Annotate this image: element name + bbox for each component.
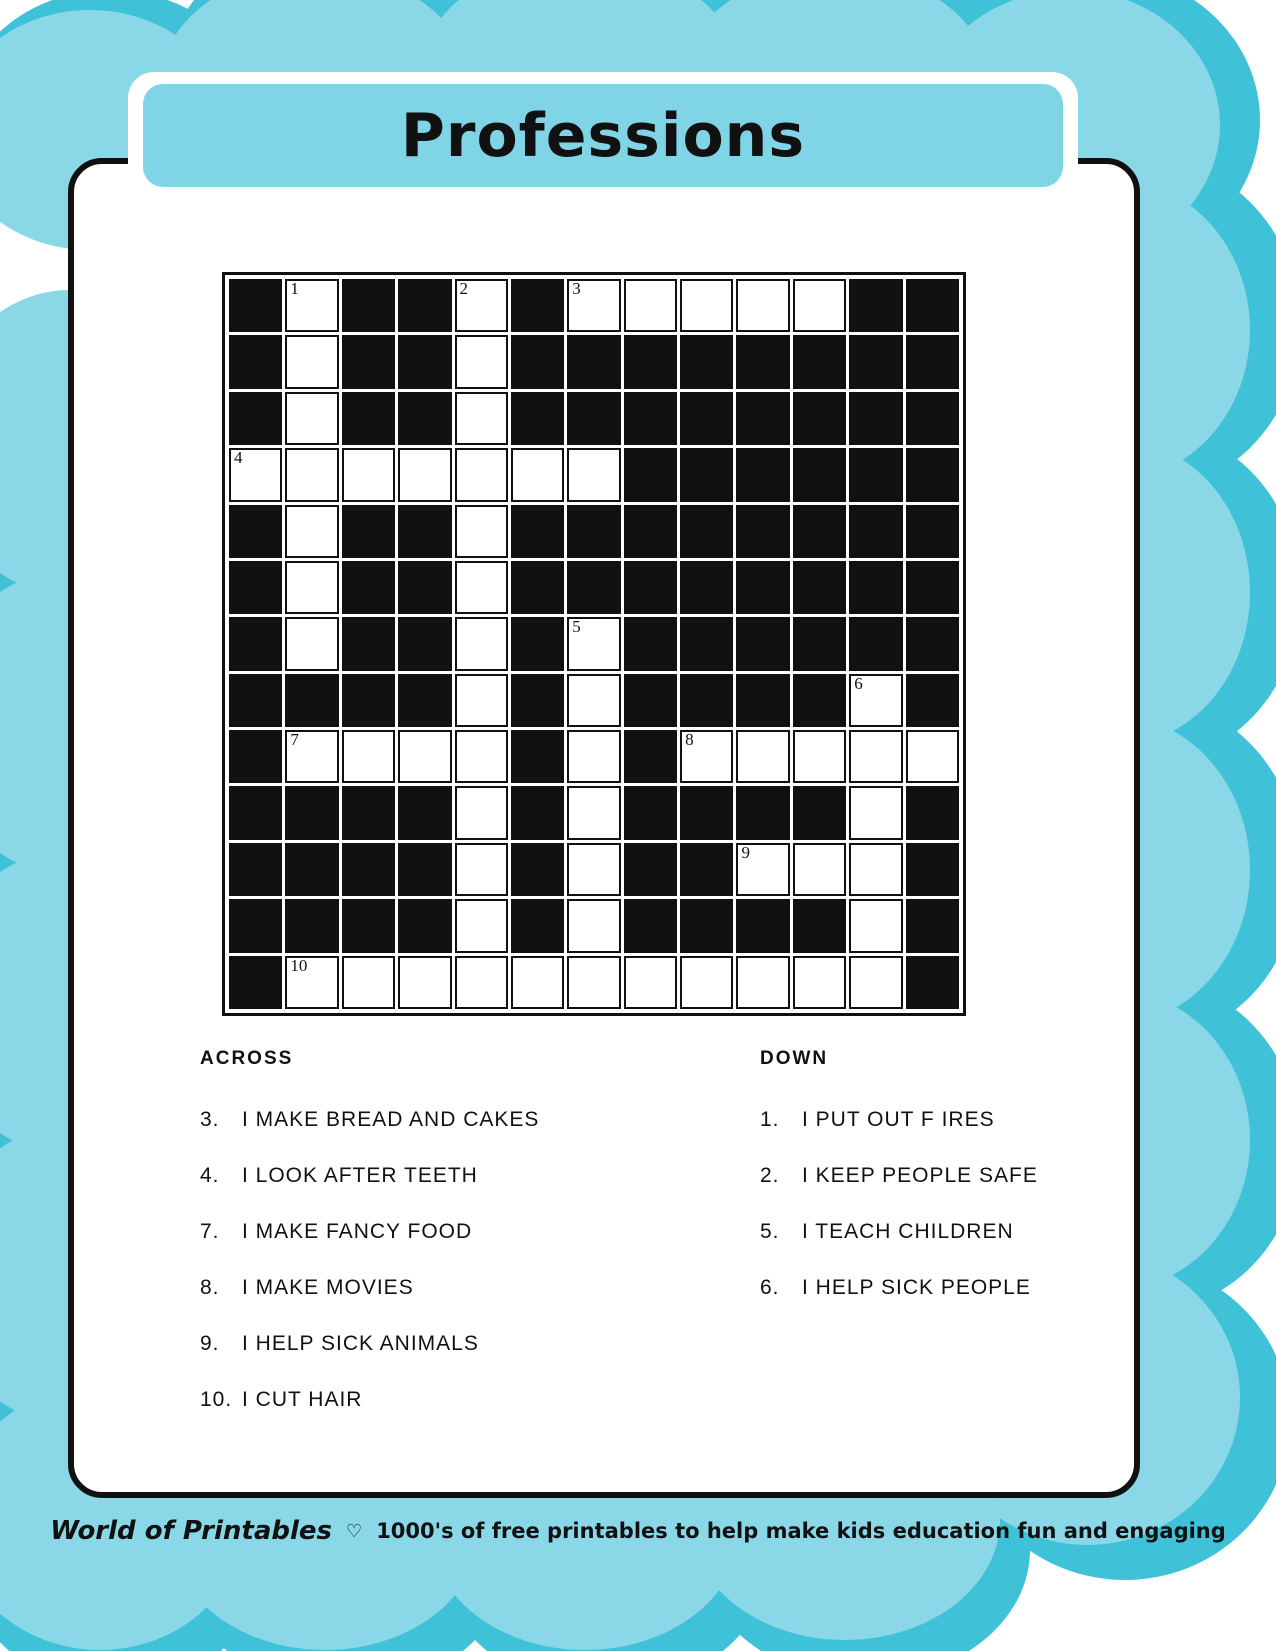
grid-block-cell — [680, 674, 733, 727]
grid-block-cell — [680, 899, 733, 952]
grid-block-cell — [624, 335, 677, 388]
grid-block-cell — [342, 505, 395, 558]
grid-block-cell — [849, 392, 902, 445]
brand-name: World of Printables — [50, 1516, 333, 1546]
grid-open-cell[interactable] — [285, 335, 338, 388]
clue-text: I MAKE FANCY FOOD — [242, 1220, 473, 1243]
grid-block-cell — [285, 899, 338, 952]
grid-block-cell — [906, 617, 959, 670]
clue-number: 8. — [200, 1276, 220, 1299]
grid-open-cell[interactable] — [455, 448, 508, 501]
grid-clue-number: 3 — [572, 279, 581, 298]
grid-open-cell[interactable] — [849, 899, 902, 952]
grid-block-cell — [680, 505, 733, 558]
clue-number: 10. — [200, 1388, 233, 1411]
grid-open-cell[interactable] — [736, 279, 789, 332]
clue-text: I HELP SICK ANIMALS — [242, 1332, 479, 1355]
grid-block-cell — [229, 505, 282, 558]
page-title: Professions — [400, 100, 806, 171]
grid-open-cell[interactable] — [455, 899, 508, 952]
grid-block-cell — [849, 279, 902, 332]
grid-block-cell — [511, 899, 564, 952]
grid-open-cell[interactable] — [736, 956, 789, 1009]
grid-block-cell — [793, 335, 846, 388]
grid-block-cell — [906, 448, 959, 501]
grid-block-cell — [680, 617, 733, 670]
grid-open-cell[interactable] — [285, 392, 338, 445]
grid-open-cell[interactable] — [455, 786, 508, 839]
clues-across — [200, 1048, 760, 1444]
grid-block-cell — [624, 730, 677, 783]
grid-block-cell — [624, 786, 677, 839]
grid-block-cell — [511, 392, 564, 445]
clue-text: I LOOK AFTER TEETH — [242, 1164, 478, 1187]
grid-block-cell — [680, 335, 733, 388]
grid-block-cell — [511, 335, 564, 388]
clue-item-down — [760, 1220, 1080, 1244]
grid-block-cell — [736, 899, 789, 952]
grid-block-cell — [624, 448, 677, 501]
grid-block-cell — [229, 392, 282, 445]
grid-block-cell — [342, 617, 395, 670]
grid-open-cell[interactable] — [229, 448, 282, 501]
grid-open-cell[interactable] — [398, 448, 451, 501]
grid-block-cell — [849, 617, 902, 670]
grid-block-cell — [511, 617, 564, 670]
grid-open-cell[interactable] — [567, 674, 620, 727]
grid-block-cell — [736, 674, 789, 727]
grid-open-cell[interactable] — [567, 843, 620, 896]
grid-block-cell — [342, 392, 395, 445]
grid-block-cell — [849, 561, 902, 614]
grid-block-cell — [567, 335, 620, 388]
grid-open-cell[interactable] — [567, 279, 620, 332]
grid-block-cell — [229, 730, 282, 783]
clue-item-across — [200, 1108, 760, 1132]
grid-block-cell — [229, 956, 282, 1009]
clue-item-down — [760, 1164, 1080, 1188]
grid-open-cell[interactable] — [511, 448, 564, 501]
clue-text: I KEEP PEOPLE SAFE — [802, 1164, 1038, 1187]
clue-number: 3. — [200, 1108, 220, 1131]
grid-block-cell — [736, 786, 789, 839]
clue-number: 2. — [760, 1164, 780, 1187]
grid-block-cell — [680, 843, 733, 896]
grid-block-cell — [398, 674, 451, 727]
grid-open-cell[interactable] — [567, 899, 620, 952]
grid-block-cell — [567, 392, 620, 445]
clues-section — [200, 1048, 1080, 1444]
grid-block-cell — [229, 561, 282, 614]
grid-open-cell[interactable] — [455, 617, 508, 670]
clue-item-across — [200, 1164, 760, 1188]
grid-open-cell[interactable] — [285, 505, 338, 558]
grid-open-cell[interactable] — [285, 956, 338, 1009]
grid-block-cell — [793, 674, 846, 727]
grid-open-cell[interactable] — [849, 956, 902, 1009]
grid-block-cell — [906, 279, 959, 332]
grid-block-cell — [736, 505, 789, 558]
grid-open-cell[interactable] — [285, 730, 338, 783]
grid-open-cell[interactable] — [793, 843, 846, 896]
clue-number: 9. — [200, 1332, 220, 1355]
grid-block-cell — [624, 674, 677, 727]
grid-open-cell[interactable] — [398, 730, 451, 783]
grid-block-cell — [624, 561, 677, 614]
grid-clue-number: 10 — [290, 955, 308, 975]
grid-open-cell[interactable] — [567, 956, 620, 1009]
grid-open-cell[interactable] — [455, 561, 508, 614]
grid-open-cell[interactable] — [567, 448, 620, 501]
clue-text: I HELP SICK PEOPLE — [802, 1276, 1031, 1299]
grid-block-cell — [793, 448, 846, 501]
grid-open-cell[interactable] — [455, 392, 508, 445]
grid-open-cell[interactable] — [736, 843, 789, 896]
grid-block-cell — [793, 561, 846, 614]
grid-open-cell[interactable] — [455, 843, 508, 896]
grid-open-cell[interactable] — [567, 786, 620, 839]
grid-block-cell — [680, 448, 733, 501]
grid-block-cell — [398, 392, 451, 445]
grid-open-cell[interactable] — [342, 448, 395, 501]
grid-block-cell — [511, 730, 564, 783]
grid-block-cell — [680, 561, 733, 614]
grid-block-cell — [736, 392, 789, 445]
grid-block-cell — [793, 392, 846, 445]
grid-block-cell — [624, 843, 677, 896]
grid-open-cell[interactable] — [398, 956, 451, 1009]
grid-open-cell[interactable] — [849, 843, 902, 896]
grid-block-cell — [342, 279, 395, 332]
grid-block-cell — [906, 674, 959, 727]
grid-block-cell — [906, 505, 959, 558]
title-banner — [143, 84, 1063, 187]
grid-open-cell[interactable] — [285, 561, 338, 614]
heart-icon: ♡ — [346, 1520, 363, 1541]
grid-open-cell[interactable] — [793, 956, 846, 1009]
grid-block-cell — [398, 617, 451, 670]
clue-number: 5. — [760, 1220, 780, 1243]
grid-open-cell[interactable] — [680, 730, 733, 783]
grid-open-cell[interactable] — [455, 674, 508, 727]
grid-block-cell — [398, 786, 451, 839]
grid-block-cell — [736, 617, 789, 670]
clue-text: I PUT OUT F IRES — [802, 1108, 995, 1131]
grid-clue-number: 5 — [572, 617, 581, 637]
grid-block-cell — [736, 335, 789, 388]
clue-item-across — [200, 1220, 760, 1244]
grid-clue-number: 1 — [290, 279, 299, 298]
grid-block-cell — [906, 899, 959, 952]
grid-open-cell[interactable] — [624, 956, 677, 1009]
clue-item-down — [760, 1276, 1080, 1300]
grid-block-cell — [229, 843, 282, 896]
grid-block-cell — [736, 448, 789, 501]
grid-block-cell — [511, 843, 564, 896]
grid-block-cell — [285, 843, 338, 896]
down-heading: DOWN — [760, 1048, 829, 1069]
grid-open-cell[interactable] — [455, 730, 508, 783]
grid-block-cell — [736, 561, 789, 614]
grid-open-cell[interactable] — [455, 279, 508, 332]
grid-block-cell — [849, 505, 902, 558]
grid-block-cell — [906, 956, 959, 1009]
grid-clue-number: 9 — [741, 842, 750, 862]
grid-open-cell[interactable] — [680, 279, 733, 332]
footer-tagline: 1000's of free printables to help make kids education fun and engaging — [376, 1519, 1226, 1543]
grid-clue-number: 2 — [459, 279, 469, 298]
grid-block-cell — [342, 786, 395, 839]
grid-block-cell — [229, 899, 282, 952]
clue-number: 4. — [200, 1164, 220, 1187]
crossword-grid-frame — [222, 272, 966, 1016]
clues-down — [760, 1048, 1080, 1444]
grid-clue-number: 8 — [685, 730, 694, 750]
grid-block-cell — [342, 674, 395, 727]
grid-block-cell — [229, 335, 282, 388]
grid-block-cell — [567, 561, 620, 614]
grid-block-cell — [906, 786, 959, 839]
grid-open-cell[interactable] — [793, 730, 846, 783]
grid-block-cell — [906, 392, 959, 445]
grid-open-cell[interactable] — [567, 730, 620, 783]
clue-item-across — [200, 1276, 760, 1300]
grid-open-cell[interactable] — [455, 335, 508, 388]
grid-block-cell — [906, 843, 959, 896]
grid-open-cell[interactable] — [793, 279, 846, 332]
grid-block-cell — [342, 335, 395, 388]
grid-block-cell — [680, 392, 733, 445]
clue-item-across — [200, 1388, 760, 1412]
grid-block-cell — [398, 279, 451, 332]
grid-block-cell — [567, 505, 620, 558]
grid-block-cell — [285, 786, 338, 839]
across-heading: ACROSS — [200, 1048, 294, 1069]
grid-block-cell — [624, 392, 677, 445]
grid-block-cell — [624, 899, 677, 952]
grid-block-cell — [398, 899, 451, 952]
grid-open-cell[interactable] — [624, 279, 677, 332]
grid-block-cell — [511, 786, 564, 839]
clue-number: 7. — [200, 1220, 220, 1243]
grid-block-cell — [793, 617, 846, 670]
grid-block-cell — [849, 335, 902, 388]
grid-block-cell — [285, 674, 338, 727]
grid-block-cell — [398, 335, 451, 388]
grid-block-cell — [229, 786, 282, 839]
grid-block-cell — [849, 448, 902, 501]
clue-number: 6. — [760, 1276, 780, 1299]
grid-clue-number: 4 — [234, 448, 243, 468]
grid-block-cell — [342, 899, 395, 952]
grid-block-cell — [624, 617, 677, 670]
clue-item-across — [200, 1332, 760, 1356]
grid-block-cell — [511, 561, 564, 614]
grid-block-cell — [511, 505, 564, 558]
grid-block-cell — [906, 335, 959, 388]
clue-text: I TEACH CHILDREN — [802, 1220, 1014, 1243]
grid-block-cell — [624, 505, 677, 558]
footer — [0, 1516, 1276, 1546]
crossword-grid[interactable] — [229, 279, 959, 1009]
grid-open-cell[interactable] — [849, 674, 902, 727]
grid-block-cell — [793, 786, 846, 839]
grid-block-cell — [342, 843, 395, 896]
grid-block-cell — [793, 899, 846, 952]
grid-open-cell[interactable] — [680, 956, 733, 1009]
grid-open-cell[interactable] — [849, 730, 902, 783]
grid-open-cell[interactable] — [285, 617, 338, 670]
grid-open-cell[interactable] — [455, 956, 508, 1009]
grid-block-cell — [511, 674, 564, 727]
grid-open-cell[interactable] — [285, 279, 338, 332]
grid-block-cell — [511, 279, 564, 332]
grid-block-cell — [229, 617, 282, 670]
clue-text: I CUT HAIR — [242, 1388, 363, 1411]
grid-open-cell[interactable] — [511, 956, 564, 1009]
grid-block-cell — [793, 505, 846, 558]
grid-block-cell — [906, 561, 959, 614]
grid-block-cell — [398, 561, 451, 614]
grid-block-cell — [680, 786, 733, 839]
grid-open-cell[interactable] — [849, 786, 902, 839]
grid-block-cell — [398, 843, 451, 896]
grid-block-cell — [229, 279, 282, 332]
grid-open-cell[interactable] — [455, 505, 508, 558]
grid-open-cell[interactable] — [906, 730, 959, 783]
grid-block-cell — [398, 505, 451, 558]
grid-open-cell[interactable] — [342, 956, 395, 1009]
clue-text: I MAKE BREAD AND CAKES — [242, 1108, 540, 1131]
grid-open-cell[interactable] — [285, 448, 338, 501]
grid-open-cell[interactable] — [736, 730, 789, 783]
grid-open-cell[interactable] — [342, 730, 395, 783]
clue-item-down — [760, 1108, 1080, 1132]
grid-clue-number: 7 — [290, 730, 299, 750]
grid-block-cell — [229, 674, 282, 727]
grid-clue-number: 6 — [854, 673, 863, 693]
grid-block-cell — [342, 561, 395, 614]
grid-open-cell[interactable] — [567, 617, 620, 670]
clue-text: I MAKE MOVIES — [242, 1276, 414, 1299]
clue-number: 1. — [760, 1108, 780, 1131]
